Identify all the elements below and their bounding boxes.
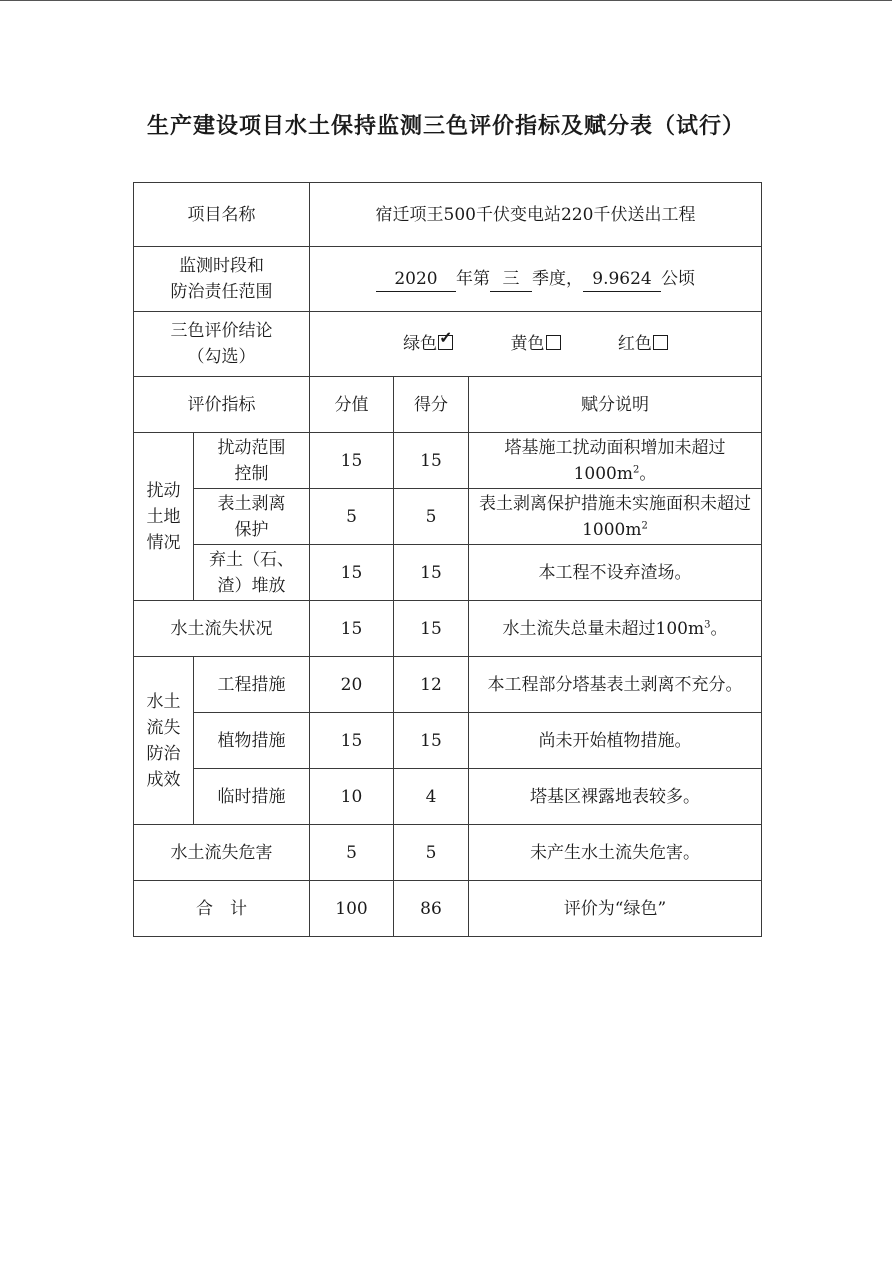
- weight-cell: 10: [310, 769, 394, 825]
- indicator-name-line2: 保护: [234, 519, 269, 540]
- group-control-line2: 流失: [146, 717, 181, 738]
- explanation-superscript: 2: [633, 463, 640, 475]
- area-value: 9.9624: [583, 267, 661, 292]
- checkbox-red[interactable]: [653, 335, 668, 350]
- header-weight: 分值: [310, 377, 394, 433]
- checkmark-icon: ✓: [439, 328, 453, 347]
- indicator-name: [194, 433, 310, 489]
- explanation-cell: 尚未开始植物措施。: [469, 713, 762, 769]
- table-row: [134, 769, 762, 825]
- table-row: [134, 601, 762, 657]
- score-cell: 15: [394, 601, 469, 657]
- group-control-line1: 水土: [146, 691, 181, 712]
- header-score: 得分: [394, 377, 469, 433]
- score-cell: 15: [394, 433, 469, 489]
- document-title: 生产建设项目水土保持监测三色评价指标及赋分表（试行）: [146, 113, 745, 139]
- explanation-cell: [469, 489, 762, 545]
- weight-cell: 15: [310, 545, 394, 601]
- explanation-cell: 本工程部分塔基表土剥离不充分。: [469, 657, 762, 713]
- option-green[interactable]: [403, 328, 453, 357]
- option-red[interactable]: [618, 331, 668, 357]
- score-cell: 15: [394, 545, 469, 601]
- group-control-line4: 成效: [146, 769, 181, 790]
- score-cell: 5: [394, 825, 469, 881]
- total-row: [134, 881, 762, 937]
- conclusion-label: [134, 312, 310, 377]
- weight-cell: 5: [310, 825, 394, 881]
- table-row: [134, 657, 762, 713]
- total-weight: 100: [310, 881, 394, 937]
- indicator-name-line2: 渣）堆放: [217, 575, 286, 596]
- option-yellow[interactable]: [511, 331, 561, 357]
- area-unit: 公顷: [661, 269, 695, 289]
- group-disturbance-line3: 情况: [146, 532, 181, 553]
- weight-cell: 15: [310, 713, 394, 769]
- indicator-name: 临时措施: [194, 769, 310, 825]
- quarter-value: 三: [490, 267, 532, 292]
- quarter-suffix: 季度，: [532, 269, 583, 289]
- score-cell: 15: [394, 713, 469, 769]
- project-name: 宿迁项王500千伏变电站220千伏送出工程: [310, 183, 762, 247]
- checkbox-green-checked[interactable]: [438, 328, 453, 350]
- indicator-name-line2: 控制: [234, 463, 269, 484]
- group-control: [134, 657, 194, 825]
- period-label-line2: 防治责任范围: [170, 282, 273, 302]
- group-disturbance-line1: 扰动: [146, 480, 181, 501]
- explanation-superscript: 2: [641, 519, 648, 531]
- table-row: [134, 825, 762, 881]
- conclusion-row: [134, 312, 762, 377]
- explanation-cell: [469, 433, 762, 489]
- weight-cell: 15: [310, 433, 394, 489]
- checkbox-yellow[interactable]: [546, 335, 561, 350]
- explanation-end: 。: [710, 618, 728, 639]
- explanation-end: 。: [639, 463, 657, 484]
- year-suffix: 年第: [456, 269, 490, 289]
- option-green-label: 绿色: [403, 334, 438, 354]
- conclusion-label-line2: （勾选）: [187, 347, 256, 367]
- table-row: [134, 545, 762, 601]
- score-cell: 12: [394, 657, 469, 713]
- explanation-cell: 本工程不设弃渣场。: [469, 545, 762, 601]
- indicator-name-line1: 表土剥离: [217, 493, 286, 514]
- explanation-cell: 未产生水土流失危害。: [469, 825, 762, 881]
- total-explanation: 评价为“绿色”: [469, 881, 762, 937]
- header-explanation: 赋分说明: [469, 377, 762, 433]
- evaluation-table: [133, 182, 762, 937]
- group-disturbance-line2: 土地: [146, 506, 181, 527]
- explanation-text: 水土流失总量未超过100m: [502, 618, 705, 639]
- indicator-name: 水土流失状况: [134, 601, 310, 657]
- weight-cell: 15: [310, 601, 394, 657]
- total-label: 合 计: [134, 881, 310, 937]
- indicator-name: 工程措施: [194, 657, 310, 713]
- year-value: 2020: [376, 267, 456, 292]
- explanation-superscript: 3: [704, 618, 711, 630]
- score-cell: 4: [394, 769, 469, 825]
- weight-cell: 5: [310, 489, 394, 545]
- header-indicator: 评价指标: [134, 377, 310, 433]
- header-row: [134, 377, 762, 433]
- option-red-label: 红色: [617, 334, 652, 354]
- period-label: [134, 247, 310, 312]
- table-row: [134, 713, 762, 769]
- period-row: [134, 247, 762, 312]
- indicator-name: [194, 545, 310, 601]
- explanation-text: 表土剥离保护措施未实施面积未超过1000m: [479, 493, 751, 540]
- group-control-line3: 防治: [146, 743, 181, 764]
- conclusion-label-line1: 三色评价结论: [170, 321, 273, 341]
- table-row: [134, 433, 762, 489]
- project-label: 项目名称: [134, 183, 310, 247]
- indicator-name: 水土流失危害: [134, 825, 310, 881]
- project-row: [134, 183, 762, 247]
- weight-cell: 20: [310, 657, 394, 713]
- explanation-cell: [469, 601, 762, 657]
- indicator-name: 植物措施: [194, 713, 310, 769]
- period-value: [310, 247, 762, 312]
- explanation-cell: 塔基区裸露地表较多。: [469, 769, 762, 825]
- indicator-name: [194, 489, 310, 545]
- indicator-name-line1: 弃土（石、: [209, 549, 294, 570]
- indicator-name-line1: 扰动范围: [217, 437, 286, 458]
- group-disturbance: [134, 433, 194, 601]
- explanation-text: 塔基施工扰动面积增加未超过1000m: [504, 437, 726, 484]
- period-label-line1: 监测时段和: [179, 256, 264, 276]
- score-cell: 5: [394, 489, 469, 545]
- total-score: 86: [394, 881, 469, 937]
- conclusion-options: [310, 312, 762, 377]
- table-row: [134, 489, 762, 545]
- option-yellow-label: 黄色: [510, 334, 545, 354]
